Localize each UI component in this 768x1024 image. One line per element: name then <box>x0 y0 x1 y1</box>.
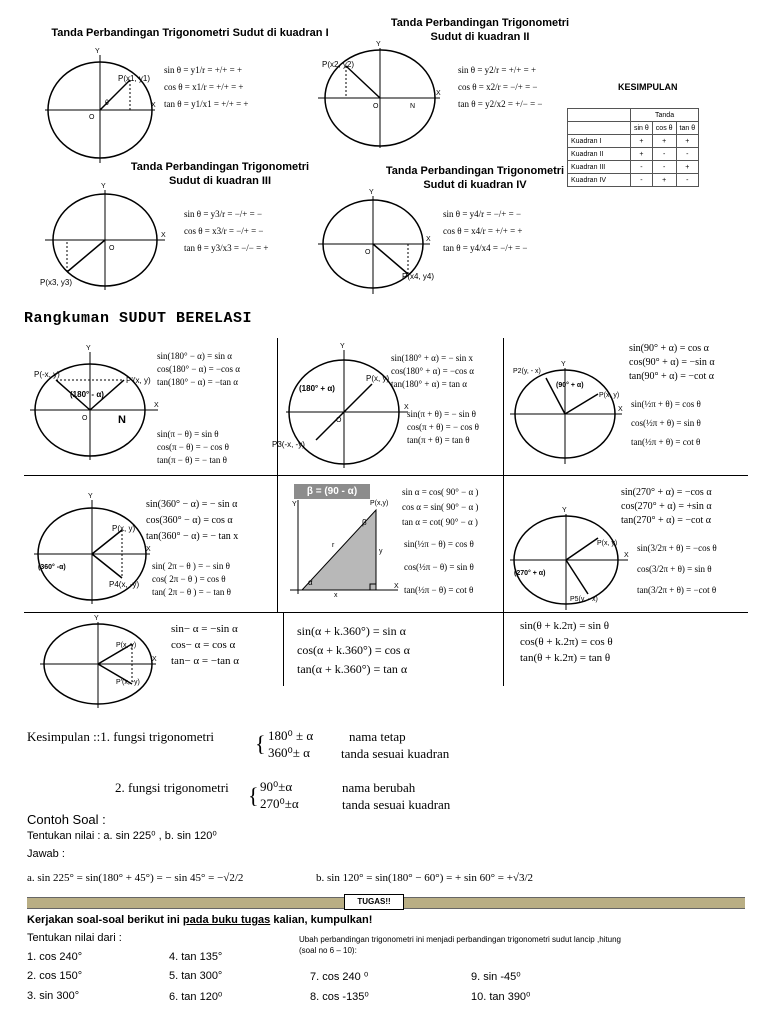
svg-text:X: X <box>426 236 431 243</box>
table-cell: - <box>676 174 699 187</box>
q1-title: Tanda Perbandingan Trigonometri Sudut di kuadran I <box>51 27 329 39</box>
c2-formula: sin(π + θ) = − sin θ <box>407 409 476 419</box>
c2-label-angle: (180° + α) <box>299 384 335 393</box>
contoh-question: Tentukan nilai : a. sin 225⁰ , b. sin 120⁰ <box>27 830 217 842</box>
c6-formulas-radian <box>637 542 717 597</box>
svg-text:X: X <box>394 583 399 590</box>
q3-formulas <box>184 208 269 255</box>
c3-label-angle: (90° + α) <box>556 382 584 389</box>
c1-formula: cos(180° − α) = −cos α <box>157 364 240 374</box>
q2-formula-cos: cos θ = x2/r = −/+ = − <box>458 82 538 92</box>
c2-label-p: P(x, y) <box>366 374 390 383</box>
svg-text:Y: Y <box>562 507 567 514</box>
c6-label-p5: P5(y, - x) <box>570 596 598 603</box>
c3-label-p2: P2(y, - x) <box>513 368 541 375</box>
svg-text:X: X <box>618 406 623 413</box>
table-cell: + <box>676 135 699 148</box>
svg-text:Y: Y <box>94 615 99 622</box>
table-row-label: Kuadran IV <box>568 174 631 187</box>
c1-formulas <box>157 350 240 389</box>
q4-formula-cos: cos θ = x4/r = +/+ = + <box>443 226 523 236</box>
kesimpulan-2b-note: tanda sesuai kuadran <box>342 797 451 812</box>
svg-text:Y: Y <box>561 361 566 368</box>
svg-text:X: X <box>151 102 156 109</box>
svg-text:O: O <box>373 103 379 110</box>
c4-formulas <box>146 498 238 544</box>
table-col-header: tan θ <box>676 122 699 135</box>
c2-formula: tan(180° + α) = tan α <box>391 379 467 389</box>
table-col-header: cos θ <box>652 122 676 135</box>
c1-label-n: N <box>118 414 126 426</box>
q1-circle-diagram <box>45 48 165 165</box>
q2-formula-sin: sin θ = y2/r = +/+ = + <box>458 65 537 75</box>
q3-point-label: P(x3, y3) <box>40 278 73 287</box>
c5-beta-banner: β = (90 - α) <box>294 484 370 499</box>
table-corner <box>568 109 631 122</box>
c7-formula: sin− α = −sin α <box>171 623 238 635</box>
tugas-item: 3. sin 300° <box>27 990 80 1002</box>
c8-formulas <box>297 622 410 679</box>
c6-formula: sin(270° + α) = −cos α <box>621 487 712 498</box>
c7-formula: tan− α = −tan α <box>171 655 240 667</box>
c1-formula: cos(π − θ) = − cos θ <box>157 442 229 452</box>
table-row-label: Kuadran I <box>568 135 631 148</box>
svg-text:X: X <box>154 402 159 409</box>
tugas-badge: TUGAS!! <box>344 894 404 910</box>
table-cell: + <box>652 174 676 187</box>
contoh-jawab: Jawab : <box>27 848 65 860</box>
c1-formula: tan(π − θ) = − tan θ <box>157 455 227 465</box>
table-group-header: Tanda <box>631 109 699 122</box>
c3-label-p: P(x, y) <box>599 392 620 399</box>
c4-label-angle: (360° -α) <box>38 564 66 571</box>
tugas-instruction-underline: pada buku tugas <box>182 914 271 926</box>
c1-formula: tan(180° − α) = −tan α <box>157 377 238 387</box>
c4-formula: tan(360° − α) = − tan x <box>146 531 239 542</box>
table-row <box>568 161 699 174</box>
svg-text:Y: Y <box>88 493 93 500</box>
contoh-answer-b: b. sin 120° = sin(180° − 60°) = + sin 60° = +√3/2 <box>316 872 533 884</box>
c6-formula: cos(3/2π + θ) = sin θ <box>637 564 712 574</box>
table-cell: - <box>631 174 653 187</box>
c1-formula: sin(π − θ) = sin θ <box>157 429 219 439</box>
c5-formula: sin(½π − θ) = cos θ <box>404 539 474 549</box>
c4-formula: sin(360° − α) = − sin α <box>146 499 238 510</box>
section-title: Rangkuman SUDUT BERELASI <box>24 310 253 327</box>
c8-formula: sin(α + k.360°) = sin α <box>297 624 406 638</box>
c1-label-p: P(-x, y) <box>34 370 60 379</box>
c4-formula: tan( 2π − θ ) = − tan θ <box>152 587 231 597</box>
c5-triangle-diagram <box>290 500 400 604</box>
c6-circle-diagram <box>510 507 629 610</box>
kesimpulan-1a: 180⁰ ± α <box>268 728 314 743</box>
q3-formula-cos: cos θ = x3/r = −/+ = − <box>184 226 264 236</box>
c5-formulas-radian <box>404 538 474 597</box>
c3-formula: sin(90° + α) = cos α <box>629 343 709 354</box>
c9-formulas <box>520 618 613 666</box>
tugas-item: 4. tan 135° <box>169 951 223 963</box>
contoh-answer-a: a. sin 225° = sin(180° + 45°) = − sin 45° = −√2/2 <box>27 872 244 884</box>
svg-text:N: N <box>410 103 416 110</box>
kesimpulan-table-heading: KESIMPULAN <box>618 82 678 92</box>
tugas-item: 2. cos 150° <box>27 970 83 982</box>
table-cell: + <box>652 135 676 148</box>
q4-formulas <box>443 208 528 255</box>
q1-formula-sin: sin θ = y1/r = +/+ = + <box>164 65 243 75</box>
brace-icon: { <box>248 783 259 808</box>
c3-formula: sin(½π + θ) = cos θ <box>631 399 701 409</box>
table-cell: + <box>631 135 653 148</box>
c3-formulas <box>629 342 715 384</box>
c8-formula: cos(α + k.360°) = cos α <box>297 643 410 657</box>
c4-formulas-radian <box>152 560 231 599</box>
table-cell: - <box>652 148 676 161</box>
c3-formulas-radian <box>631 398 701 449</box>
c2-formula: sin(180° + α) = − sin x <box>391 353 474 363</box>
kesimpulan-2a: 90⁰±α <box>260 779 293 794</box>
svg-text:O: O <box>109 245 115 252</box>
c2-formula: tan(π + θ) = tan θ <box>407 435 470 445</box>
svg-text:O: O <box>82 415 88 422</box>
c1-label-pprime: P'(x, y) <box>126 376 151 385</box>
q3-circle-diagram <box>45 183 166 290</box>
c6-formula: tan(270° + α) = −cot α <box>621 515 711 526</box>
q1-formula-tan: tan θ = y1/x1 = +/+ = + <box>164 99 249 109</box>
svg-text:Y: Y <box>376 41 381 48</box>
tugas-item: 9. sin -45⁰ <box>471 971 521 983</box>
grid-divider <box>283 612 284 686</box>
tugas-item: 10. tan 390⁰ <box>471 991 531 1003</box>
c3-formula: tan(½π + θ) = cot θ <box>631 437 701 447</box>
c5-label-p: P(x,y) <box>370 500 389 507</box>
q4-title: Tanda Perbandingan Trigonometri Sudut di kuadran IV <box>385 165 565 191</box>
tugas-item: 6. tan 120⁰ <box>169 991 223 1003</box>
table-corner <box>568 122 631 135</box>
c3-formula: cos(½π + θ) = sin θ <box>631 418 701 428</box>
svg-text:Y: Y <box>86 345 91 352</box>
c5-formulas <box>402 486 478 529</box>
kesimpulan-1b-note: tanda sesuai kuadran <box>341 746 450 761</box>
q4-formula-tan: tan θ = y4/x4 = −/+ = − <box>443 243 528 253</box>
c9-formula: sin(θ + k.2π) = sin θ <box>520 620 609 632</box>
svg-text:X: X <box>436 90 441 97</box>
c6-label-angle: (270° + α) <box>514 570 546 577</box>
svg-text:Y: Y <box>101 183 106 190</box>
c1-formula: sin(180° − α) = sin α <box>157 351 232 361</box>
svg-text:X: X <box>152 656 157 663</box>
table-row-label: Kuadran III <box>568 161 631 174</box>
c5-label-x: x <box>334 592 338 599</box>
c5-formula: cos(½π − θ) = sin θ <box>404 562 474 572</box>
c4-formula: cos(360° − α) = cos α <box>146 515 233 526</box>
kesimpulan-1b: 360⁰± α <box>268 745 310 760</box>
q1-formula-cos: cos θ = x1/r = +/+ = + <box>164 82 244 92</box>
tugas-right-note: (soal no 6 – 10): <box>299 946 357 955</box>
c6-formula: tan(3/2π + θ) = −cot θ <box>637 585 717 595</box>
svg-text:θ: θ <box>105 100 109 107</box>
kesimpulan-1a-note: nama tetap <box>349 729 406 744</box>
c5-formula: sin α = cos( 90° − α ) <box>402 487 479 497</box>
c2-formula: cos(180° + α) = −cos α <box>391 366 474 376</box>
svg-text:X: X <box>161 232 166 239</box>
kesimpulan-2a-note: nama berubah <box>342 780 416 795</box>
c9-formula: tan(θ + k.2π) = tan θ <box>520 652 611 664</box>
c1-circle-diagram <box>30 345 160 462</box>
table-cell: + <box>676 161 699 174</box>
c3-formula: cos(90° + α) = −sin α <box>629 357 715 368</box>
grid-divider <box>277 338 278 613</box>
table-row-label: Kuadran II <box>568 148 631 161</box>
table-col-header: sin θ <box>631 122 653 135</box>
c5-formula: tan α = cot( 90° − α ) <box>402 517 478 527</box>
grid-divider <box>503 338 504 686</box>
tugas-instruction-post: kalian, kumpulkan! <box>270 914 373 926</box>
svg-text:Y: Y <box>369 189 374 196</box>
q2-point-label: P(x2, y2) <box>322 60 355 69</box>
q2-formula-tan: tan θ = y2/x2 = +/− = − <box>458 99 543 109</box>
svg-text:X: X <box>624 552 629 559</box>
c7-formula: cos− α = cos α <box>171 639 236 651</box>
c7-circle-diagram <box>40 615 157 708</box>
c2-formula: cos(π + θ) = − cos θ <box>407 422 479 432</box>
c5-formula: tan(½π − θ) = cot θ <box>404 585 474 595</box>
c4-formula: sin( 2π − θ ) = − sin θ <box>152 561 230 571</box>
kesimpulan-line2: 2. fungsi trigonometri <box>115 780 229 795</box>
q3-title: Tanda Perbandingan Trigonometri Sudut di kuadran III <box>130 161 310 187</box>
svg-text:X: X <box>404 404 409 411</box>
table-cell: - <box>676 148 699 161</box>
svg-text:O: O <box>365 249 371 256</box>
q4-formula-sin: sin θ = y4/r = −/+ = − <box>443 209 522 219</box>
c5-label-y: y <box>379 548 383 555</box>
tugas-instruction <box>27 914 372 926</box>
tugas-item: 5. tan 300° <box>169 970 223 982</box>
q4-circle-diagram <box>318 189 431 296</box>
svg-text:O: O <box>336 417 342 424</box>
c3-formula: tan(90° + α) = −cot α <box>629 371 714 382</box>
c2-circle-diagram <box>286 343 409 468</box>
c2-label-p3: P3(-x, -y) <box>272 440 305 449</box>
c4-label-p: P(x, y) <box>112 524 136 533</box>
table-cell: - <box>631 161 653 174</box>
c4-label-p4: P4(x, -y) <box>109 580 140 589</box>
table-row <box>568 135 699 148</box>
q3-formula-sin: sin θ = y3/r = −/+ = − <box>184 209 263 219</box>
c7-label-p: P(x, y) <box>116 642 137 649</box>
svg-text:Y: Y <box>340 343 345 350</box>
grid-divider <box>24 475 748 476</box>
q1-point-label: P(x1, y1) <box>118 74 151 83</box>
c6-formula: cos(270° + α) = +sin α <box>621 501 712 512</box>
c5-label-beta: β <box>362 518 367 527</box>
c1-label-angle: (180° - α) <box>70 390 104 399</box>
c6-formulas <box>621 486 712 528</box>
c5-formula: cos α = sin( 90° − α ) <box>402 502 479 512</box>
c6-formula: sin(3/2π + θ) = −cos θ <box>637 543 717 553</box>
c4-formula: cos( 2π − θ ) = cos θ <box>152 574 226 584</box>
contoh-heading: Contoh Soal : <box>27 812 106 827</box>
grid-divider <box>24 612 748 613</box>
c5-label-r: r <box>332 542 335 549</box>
c5-label-alpha: α <box>308 578 313 587</box>
tugas-right-heading: Ubah perbandingan trigonometri ini menjadi perbandingan trigonometri sudut lancip ,hitung <box>299 935 621 944</box>
c1-formulas-radian <box>157 428 229 467</box>
table-row <box>568 148 699 161</box>
q2-formulas <box>458 64 543 111</box>
tugas-instruction-pre: Kerjakan soal-soal berikut ini <box>27 914 183 926</box>
svg-text:O: O <box>89 114 95 121</box>
q1-formulas <box>164 64 249 111</box>
c8-formula: tan(α + k.360°) = tan α <box>297 662 408 676</box>
svg-text:Y: Y <box>95 48 100 55</box>
table-cell: - <box>652 161 676 174</box>
kesimpulan-2b: 270⁰±α <box>260 796 299 811</box>
c9-formula: cos(θ + k.2π) = cos θ <box>520 636 613 648</box>
svg-text:X: X <box>146 546 151 553</box>
q4-point-label: P(x4, y4) <box>402 272 435 281</box>
tugas-item: 7. cos 240 ⁰ <box>310 971 369 983</box>
tugas-item: 1. cos 240° <box>27 951 83 963</box>
q2-title: Tanda Perbandingan Trigonometri Sudut di kuadran II <box>390 17 570 43</box>
table-cell: + <box>631 148 653 161</box>
c2-formulas <box>391 352 474 391</box>
table-row <box>568 174 699 187</box>
brace-icon: { <box>255 731 266 756</box>
kesimpulan-sign-table <box>567 108 699 187</box>
q3-formula-tan: tan θ = y3/x3 = −/− = + <box>184 243 269 253</box>
c7-formulas <box>171 621 239 669</box>
tugas-left-heading: Tentukan nilai dari : <box>27 932 122 944</box>
tugas-item: 8. cos -135⁰ <box>310 991 369 1003</box>
c7-label-pprime: P'(x, -y) <box>116 679 140 686</box>
c2-formulas-radian <box>407 408 479 447</box>
kesimpulan-line1: Kesimpulan ::1. fungsi trigonometri <box>27 729 215 744</box>
svg-text:Y: Y <box>292 501 297 508</box>
c6-label-p: P(x, y) <box>597 540 618 547</box>
